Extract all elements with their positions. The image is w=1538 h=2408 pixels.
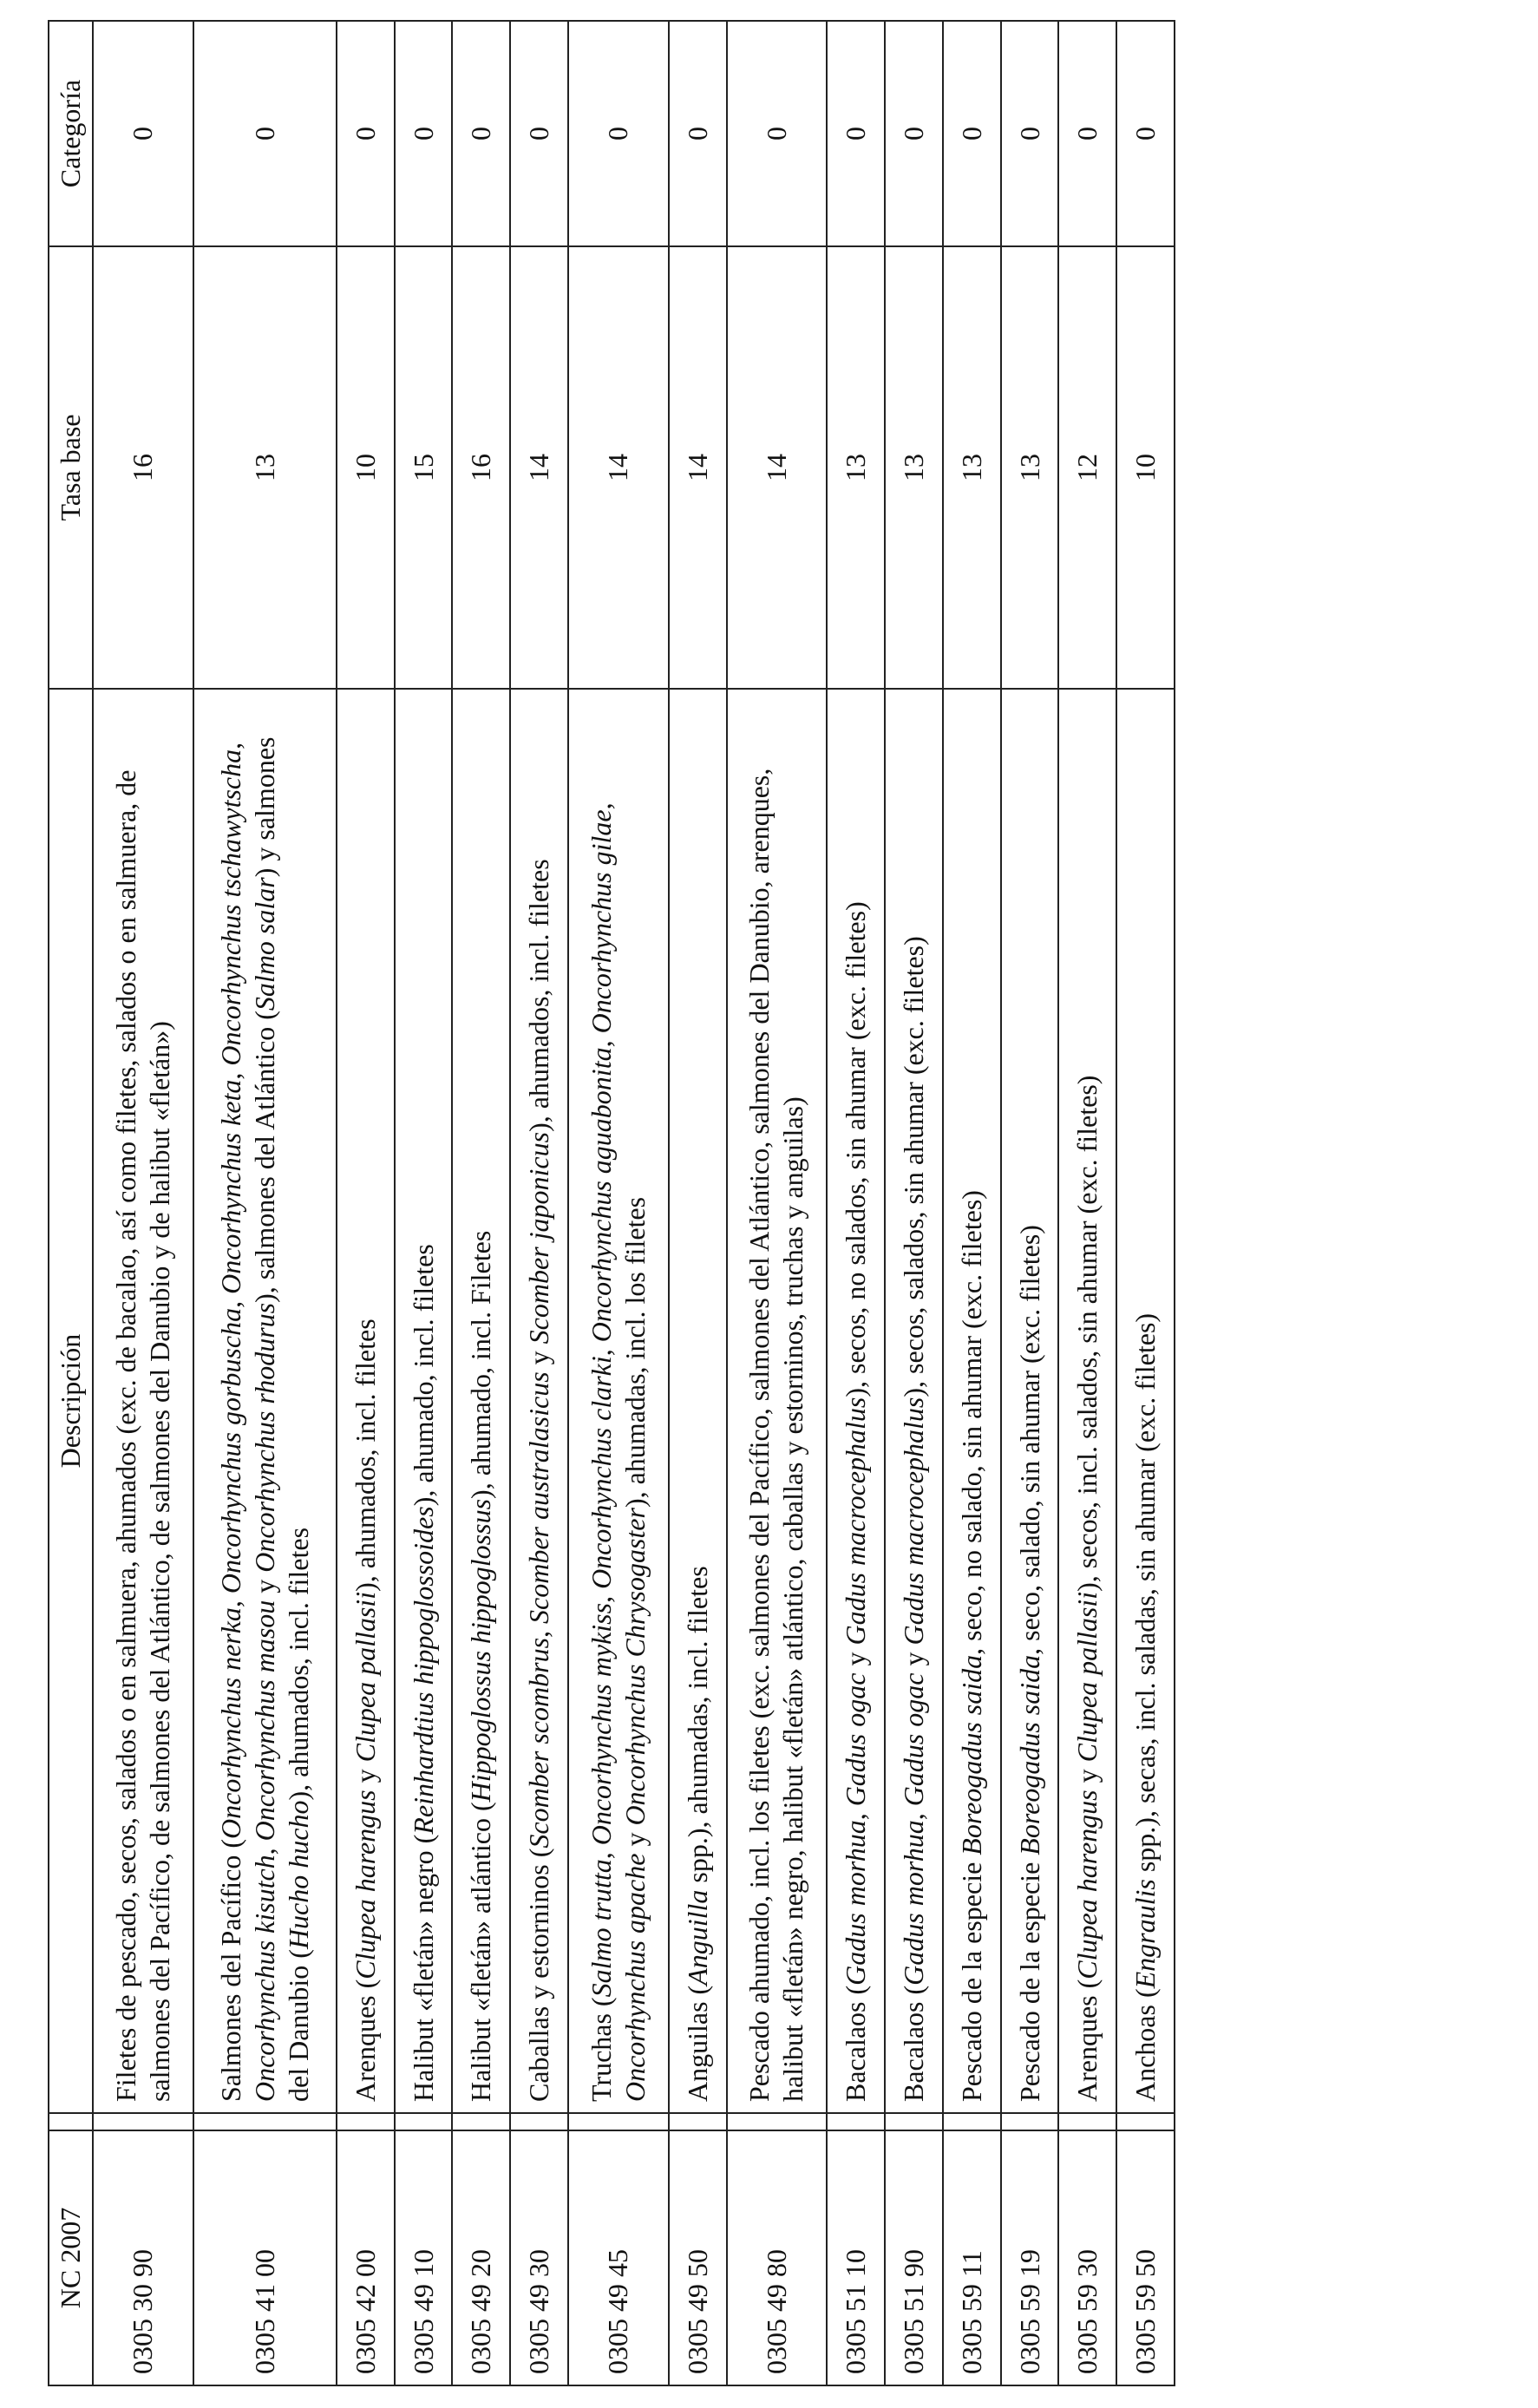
species-name: Oncorhynchus masou xyxy=(248,1600,280,1842)
cell-description xyxy=(943,689,1001,2113)
species-name: Clupea harengus xyxy=(1071,1790,1103,1979)
cell-nc-code: 0305 49 20 xyxy=(452,2130,510,2385)
species-name: Oncorhynchus gilae xyxy=(585,809,617,1034)
cell-nc-code: 0305 59 50 xyxy=(1116,2130,1175,2385)
species-name: Clupea harengus xyxy=(349,1790,381,1979)
species-name: Scomber australasicus xyxy=(523,1371,554,1624)
species-name: Gadus ogac xyxy=(898,1672,929,1807)
species-name: Oncorhynchus mykiss xyxy=(585,1602,617,1846)
species-name: Salmo salar xyxy=(248,877,280,1011)
cell-description xyxy=(669,689,727,2113)
cell-tasa-base: 13 xyxy=(885,246,943,689)
table-row xyxy=(1116,21,1175,2385)
cell-categoria: 0 xyxy=(193,21,337,246)
description-text: ), ahumado, incl. Filetes xyxy=(465,1230,497,1499)
cell-nc-code: 0305 49 30 xyxy=(510,2130,568,2385)
species-name: Oncorhynchus Chrysogaster xyxy=(618,1508,651,1826)
cell-tasa-base: 14 xyxy=(669,246,727,689)
description-text: , seco, no salado, sin ahumar (exc. filetes) xyxy=(955,1190,987,1655)
table-row xyxy=(568,21,669,2385)
table-row xyxy=(395,21,453,2385)
cell-categoria: 0 xyxy=(1001,21,1059,246)
cell-tasa-base: 14 xyxy=(727,246,828,689)
tariff-table xyxy=(48,20,1175,2386)
cell-description xyxy=(827,689,885,2113)
table-body xyxy=(93,21,1175,2385)
cell-spacer xyxy=(943,2113,1001,2130)
description-text: , xyxy=(523,1623,554,1638)
description-text: Salmones del Pacífico ( xyxy=(214,1838,246,2102)
description-text: ), salmones del Atlántico ( xyxy=(248,1011,280,1303)
cell-tasa-base: 13 xyxy=(1001,246,1059,689)
species-name: Clupea pallasii xyxy=(349,1591,381,1763)
cell-tasa-base: 10 xyxy=(337,246,395,689)
cell-description xyxy=(193,689,337,2113)
cell-nc-code: 0305 51 10 xyxy=(827,2130,885,2385)
cell-spacer xyxy=(395,2113,453,2130)
cell-categoria: 0 xyxy=(727,21,828,246)
cell-tasa-base: 13 xyxy=(943,246,1001,689)
description-text: , xyxy=(898,1806,929,1821)
species-name: Salmo trutta xyxy=(585,1859,617,1998)
description-text: y xyxy=(618,1825,651,1854)
species-name: Gadus morhua xyxy=(898,1820,929,1986)
cell-nc-code: 0305 59 30 xyxy=(1058,2130,1116,2385)
table-row xyxy=(193,21,337,2385)
table-row xyxy=(727,21,828,2385)
description-text: Arenques ( xyxy=(349,1979,381,2102)
description-text: Bacalaos ( xyxy=(898,1985,929,2102)
description-text: , xyxy=(214,1293,246,1308)
species-name: Oncorhynchus keta xyxy=(214,1079,246,1294)
cell-categoria: 0 xyxy=(669,21,727,246)
description-text: y xyxy=(523,1344,554,1372)
cell-categoria: 0 xyxy=(943,21,1001,246)
cell-description xyxy=(395,689,453,2113)
species-name: Scomber scombrus xyxy=(523,1637,554,1849)
cell-tasa-base: 14 xyxy=(568,246,669,689)
description-text: ) y salmones del Danubio ( xyxy=(248,736,314,2102)
species-name: Oncorhynchus kisutch xyxy=(248,1855,280,2102)
cell-spacer xyxy=(1116,2113,1175,2130)
species-name: Oncorhynchus aguabonita xyxy=(585,1047,617,1343)
cell-spacer xyxy=(510,2113,568,2130)
cell-description xyxy=(1001,689,1059,2113)
cell-nc-code: 0305 49 50 xyxy=(669,2130,727,2385)
cell-spacer xyxy=(1001,2113,1059,2130)
cell-spacer xyxy=(337,2113,395,2130)
description-text: Pescado de la especie xyxy=(955,1855,987,2102)
species-name: Oncorhynchus tschawytscha xyxy=(214,749,246,1066)
description-text: ), ahumado, incl. filetes xyxy=(407,1244,439,1507)
table-row xyxy=(943,21,1001,2385)
description-text: Bacalaos ( xyxy=(840,1985,872,2102)
description-text: ), ahumados, incl. filetes xyxy=(282,1527,314,1801)
description-text: ), ahumados, incl. filetes xyxy=(349,1319,381,1592)
description-text: ), ahumadas, incl. los filetes xyxy=(618,1196,651,1508)
description-text: ), secos, incl. salados, sin ahumar (exc. filetes) xyxy=(1071,1075,1103,1592)
species-name: Gadus macrocephalus xyxy=(840,1397,872,1646)
cell-nc-code: 0305 42 00 xyxy=(337,2130,395,2385)
description-text: , xyxy=(585,1033,617,1048)
description-text: , xyxy=(585,802,617,810)
description-text: spp.), secas, incl. saladas, sin ahumar (exc. filetes) xyxy=(1129,1312,1162,1880)
header-tasa-base: Tasa base xyxy=(49,246,93,689)
description-text: Truchas ( xyxy=(585,1997,617,2102)
cell-description xyxy=(1116,689,1175,2113)
cell-spacer xyxy=(669,2113,727,2130)
description-text: Anchoas ( xyxy=(1129,1988,1162,2102)
cell-tasa-base: 16 xyxy=(452,246,510,689)
description-text: , xyxy=(248,1841,280,1855)
species-name: Hucho hucho xyxy=(282,1800,314,1950)
cell-description xyxy=(337,689,395,2113)
cell-nc-code: 0305 49 10 xyxy=(395,2130,453,2385)
species-name: Oncorhynchus gorbuscha xyxy=(214,1307,246,1594)
rotated-table-container xyxy=(48,22,1175,2386)
cell-description xyxy=(885,689,943,2113)
cell-spacer xyxy=(452,2113,510,2130)
header-categoria: Categoría xyxy=(49,21,93,246)
species-name: Oncorhynchus clarki xyxy=(585,1356,617,1589)
cell-tasa-base: 15 xyxy=(395,246,453,689)
cell-categoria: 0 xyxy=(452,21,510,246)
description-text: Arenques ( xyxy=(1071,1979,1103,2102)
cell-spacer xyxy=(1058,2113,1116,2130)
description-text: , xyxy=(585,1845,617,1860)
cell-tasa-base: 14 xyxy=(510,246,568,689)
cell-tasa-base: 13 xyxy=(193,246,337,689)
description-text: Halibut «fletán» negro ( xyxy=(407,1834,439,2102)
species-name: Hippoglossus hippoglossus xyxy=(465,1498,497,1803)
cell-nc-code: 0305 41 00 xyxy=(193,2130,337,2385)
cell-description xyxy=(727,689,828,2113)
description-text: y xyxy=(1071,1762,1103,1790)
cell-nc-code: 0305 51 90 xyxy=(885,2130,943,2385)
description-text: , xyxy=(214,1065,246,1080)
description-text: Filetes de pescado, secos, salados o en salmuera, ahumados (exc. de bacalao, así como filetes, salados o en salmuera, de salmones del Pacífico, de salmones del Atlántico, de salmones del Danubio y de halibut «fletán») xyxy=(109,769,175,2102)
description-text: Anguilas ( xyxy=(681,1985,713,2102)
species-name: Boreogadus saida xyxy=(955,1654,987,1855)
cell-categoria: 0 xyxy=(93,21,193,246)
cell-tasa-base: 10 xyxy=(1116,246,1175,689)
cell-categoria: 0 xyxy=(395,21,453,246)
table-row xyxy=(1001,21,1059,2385)
species-name: Gadus ogac xyxy=(840,1672,872,1807)
table-header-row xyxy=(49,21,93,2385)
description-text: spp.), ahumadas, incl. filetes xyxy=(681,1566,713,1890)
cell-nc-code: 0305 59 19 xyxy=(1001,2130,1059,2385)
cell-categoria: 0 xyxy=(337,21,395,246)
description-text: , seco, salado, sin ahumar (exc. filetes) xyxy=(1013,1225,1045,1655)
header-nc: NC 2007 xyxy=(49,2130,93,2385)
table-row xyxy=(827,21,885,2385)
description-text: Pescado de la especie xyxy=(1013,1855,1045,2102)
cell-categoria: 0 xyxy=(1116,21,1175,246)
description-text: , xyxy=(214,1593,246,1608)
header-description: Descripción xyxy=(49,689,93,2113)
description-text: y xyxy=(898,1645,929,1673)
description-text: , xyxy=(214,742,246,749)
species-name: Scomber japonicus xyxy=(523,1131,554,1345)
species-name: Clupea pallasii xyxy=(1071,1591,1103,1763)
description-text: ), secos, salados, sin ahumar (exc. filetes) xyxy=(898,936,929,1397)
cell-description xyxy=(452,689,510,2113)
description-text: ), ahumados, incl. filetes xyxy=(523,859,554,1132)
cell-categoria: 0 xyxy=(827,21,885,246)
cell-description xyxy=(93,689,193,2113)
species-name: Gadus morhua xyxy=(840,1820,872,1986)
species-name: Oncorhynchus rhodurus xyxy=(248,1302,280,1573)
table-row xyxy=(510,21,568,2385)
description-text: ), secos, no salados, sin ahumar (exc. filetes) xyxy=(840,901,872,1397)
species-name: Oncorhynchus apache xyxy=(618,1853,651,2102)
cell-nc-code: 0305 49 80 xyxy=(727,2130,828,2385)
species-name: Engraulis xyxy=(1129,1879,1162,1989)
species-name: Boreogadus saida xyxy=(1013,1654,1045,1855)
cell-categoria: 0 xyxy=(885,21,943,246)
description-text: y xyxy=(840,1645,872,1673)
description-text: y xyxy=(248,1572,280,1600)
cell-spacer xyxy=(727,2113,828,2130)
table-row xyxy=(1058,21,1116,2385)
description-text: Halibut «fletán» atlántico ( xyxy=(465,1802,497,2102)
cell-categoria: 0 xyxy=(1058,21,1116,246)
cell-description xyxy=(568,689,669,2113)
cell-description xyxy=(1058,689,1116,2113)
cell-tasa-base: 13 xyxy=(827,246,885,689)
cell-spacer xyxy=(568,2113,669,2130)
cell-categoria: 0 xyxy=(510,21,568,246)
description-text: Pescado ahumado, incl. los filetes (exc. salmones del Pacífico, salmones del Atlántico, salmones del Danubio, arenques, halibut «fletán» negro, halibut «fletán» atlántico, caballas y estorninos, truchas y anguilas) xyxy=(743,768,809,2102)
description-text: , xyxy=(585,1342,617,1357)
cell-spacer xyxy=(885,2113,943,2130)
description-text: , xyxy=(585,1588,617,1603)
cell-categoria: 0 xyxy=(568,21,669,246)
cell-spacer xyxy=(827,2113,885,2130)
cell-spacer xyxy=(193,2113,337,2130)
table-row xyxy=(669,21,727,2385)
cell-description xyxy=(510,689,568,2113)
cell-nc-code: 0305 59 11 xyxy=(943,2130,1001,2385)
cell-nc-code: 0305 49 45 xyxy=(568,2130,669,2385)
species-name: Gadus macrocephalus xyxy=(898,1397,929,1646)
species-name: Anguilla xyxy=(681,1889,713,1986)
description-text: y xyxy=(349,1762,381,1790)
cell-nc-code: 0305 30 90 xyxy=(93,2130,193,2385)
species-name: Reinhardtius hippoglossoides xyxy=(407,1506,439,1835)
cell-spacer xyxy=(93,2113,193,2130)
description-text: Caballas y estorninos ( xyxy=(523,1848,554,2102)
table-row xyxy=(452,21,510,2385)
table-row xyxy=(885,21,943,2385)
description-text: , xyxy=(840,1806,872,1821)
cell-tasa-base: 16 xyxy=(93,246,193,689)
table-row xyxy=(93,21,193,2385)
table-row xyxy=(337,21,395,2385)
header-spacer xyxy=(49,2113,93,2130)
species-name: Oncorhynchus nerka xyxy=(214,1607,246,1839)
cell-tasa-base: 12 xyxy=(1058,246,1116,689)
